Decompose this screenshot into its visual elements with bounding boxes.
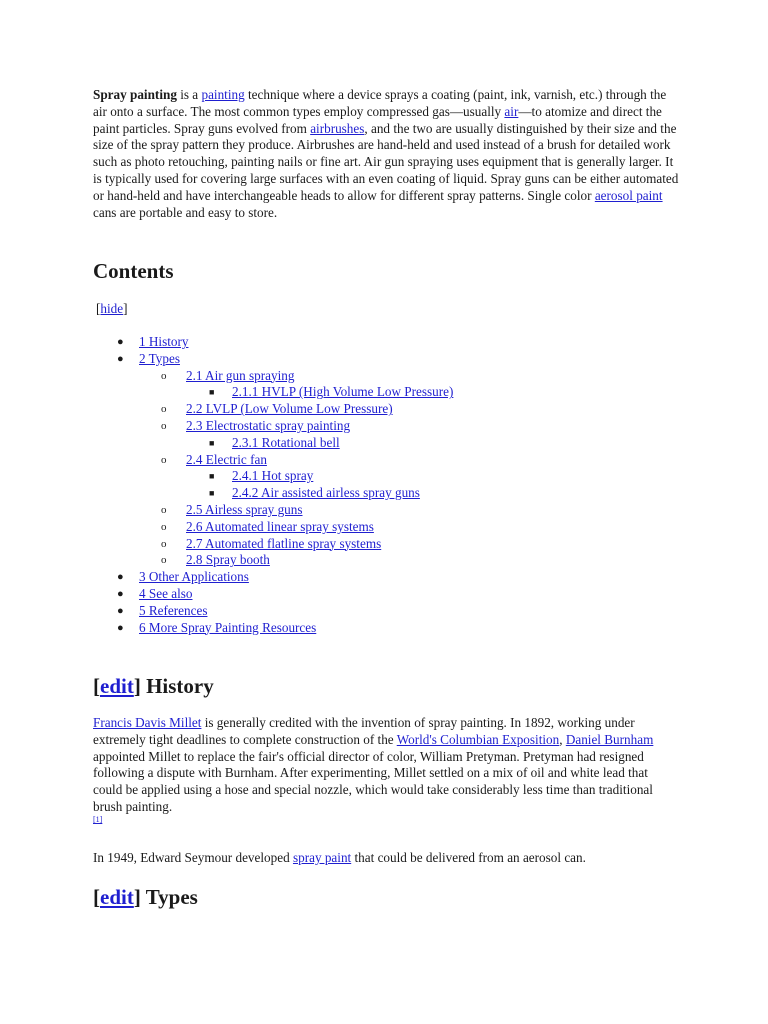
link-spray-paint[interactable]: spray paint [292,850,352,865]
link-worlds-columbian-exposition[interactable]: World's Columbian Exposition [396,731,560,747]
toc-item [0,552,768,569]
edit-types-link[interactable]: edit [100,885,134,909]
toc-link-airless-spray-guns[interactable]: 2.5 Airless spray guns [186,501,303,517]
toc-link-automated-flatline[interactable]: 2.7 Automated flatline spray systems [186,535,382,551]
hide-toc-link[interactable]: hide [100,301,124,316]
toc-item [0,468,768,485]
toc-link-types[interactable]: 2 Types [139,350,180,366]
toc-link-rotational-bell[interactable]: 2.3.1 Rotational bell [232,434,340,450]
toc-item [0,368,768,385]
bullet-circle: o [161,520,167,533]
toc-item [0,401,768,418]
toc-item [0,603,768,620]
toc-item [0,452,768,469]
intro-paragraph: Spray painting is a painting technique where a device sprays a coating (paint, ink, varnish, etc.) through the air onto a surface. The most common types employ compressed gas—usually air—to atomize and direct the paint particles. Spray guns evolved from airbrushes, and the two are usually distinguished by their size and the size of the spray pattern they produce. Airbrushes are hand-held and used instead of a brush for detailed work such as photo retouching, painting nails or fine art. Air gun spraying uses equipment that is generally larger. It is typically used for covering large surfaces with an even coating of liquid. Spray guns can be either automated or hand-held and have interchangeable heads to allow for different spray patterns. Single color aerosol paint cans are portable and easy to store. [93,87,679,220]
toc-item [0,569,768,586]
bullet-circle: o [161,369,167,382]
toc-link-air-gun-spraying[interactable]: 2.1 Air gun spraying [186,367,295,383]
bullet-circle: o [161,403,167,416]
bullet-dot: ● [117,336,124,348]
link-air[interactable]: air [504,103,519,119]
toc-link-other-applications[interactable]: 3 Other Applications [139,569,249,585]
toc-link-hvlp[interactable]: 2.1.1 HVLP (High Volume Low Pressure) [232,384,454,400]
toc-item [0,334,768,351]
toc-item [0,435,768,452]
bullet-square: ■ [209,437,215,448]
history-heading: [edit] History [93,674,214,698]
bullet-dot: ● [117,352,124,365]
table-of-contents [0,334,768,636]
link-francis-davis-millet[interactable]: Francis Davis Millet [93,715,202,730]
toc-item [0,519,768,536]
contents-heading: Contents [93,259,174,283]
types-heading: [edit] Types [93,885,198,909]
toc-item [0,586,768,603]
bullet-circle: o [161,503,167,516]
toc-link-hot-spray[interactable]: 2.4.1 Hot spray [232,468,314,484]
bullet-square: ■ [209,471,215,482]
edit-history-link[interactable]: edit [100,674,134,698]
toc-link-electric-fan[interactable]: 2.4 Electric fan [186,451,267,467]
toc-link-see-also[interactable]: 4 See also [139,585,193,601]
link-painting[interactable]: painting [201,87,245,102]
toc-link-air-assisted-airless[interactable]: 2.4.2 Air assisted airless spray guns [232,485,420,501]
toc-link-electrostatic[interactable]: 2.3 Electrostatic spray painting [186,417,351,433]
toc-link-more-resources[interactable]: 6 More Spray Painting Resources [139,619,317,635]
bullet-circle: o [161,554,167,567]
toc-toggle: [hide] [96,301,128,316]
reference-1-link[interactable]: [1] [93,815,103,824]
link-airbrushes[interactable]: airbrushes [310,120,365,136]
toc-link-spray-booth[interactable]: 2.8 Spray booth [186,552,270,568]
toc-item [0,351,768,368]
bullet-square: ■ [209,387,215,398]
link-daniel-burnham[interactable]: Daniel Burnham [565,731,654,747]
history-paragraph-1: Francis Davis Millet is generally credited with the invention of spray painting. In 1892, working under extremely tight deadlines to complete construction of the World's Columbian Exposition, Daniel Burnham appointed Millet to replace the fair's official director of color, William Pretyman. Pretyman had resigned following a dispute with Burnham. After experimenting, Millet settled on a mix of oil and white lead that could be applied using a hose and special nozzle, which would take considerably less time than traditional brush painting. [93,715,654,814]
bullet-circle: o [161,419,167,432]
bullet-square: ■ [209,488,215,499]
toc-link-references[interactable]: 5 References [139,602,208,618]
toc-link-automated-linear[interactable]: 2.6 Automated linear spray systems [186,518,374,534]
bullet-dot: ● [117,587,124,600]
bullet-dot: ● [117,604,124,617]
toc-item [0,418,768,435]
toc-item [0,485,768,502]
bullet-circle: o [161,537,167,550]
bullet-dot: ● [117,571,124,584]
history-paragraph-2: In 1949, Edward Seymour developed spray paint that could be delivered from an aerosol can. [93,850,586,865]
toc-item [0,536,768,553]
toc-item [0,620,768,637]
toc-item [0,384,768,401]
toc-item [0,502,768,519]
bullet-circle: o [161,453,167,466]
term-spray-painting: Spray painting [93,87,177,102]
toc-link-lvlp[interactable]: 2.2 LVLP (Low Volume Low Pressure) [186,401,393,417]
toc-link-history[interactable]: 1 History [139,334,189,349]
bullet-dot: ● [117,621,124,634]
link-aerosol-paint[interactable]: aerosol paint [594,187,663,203]
